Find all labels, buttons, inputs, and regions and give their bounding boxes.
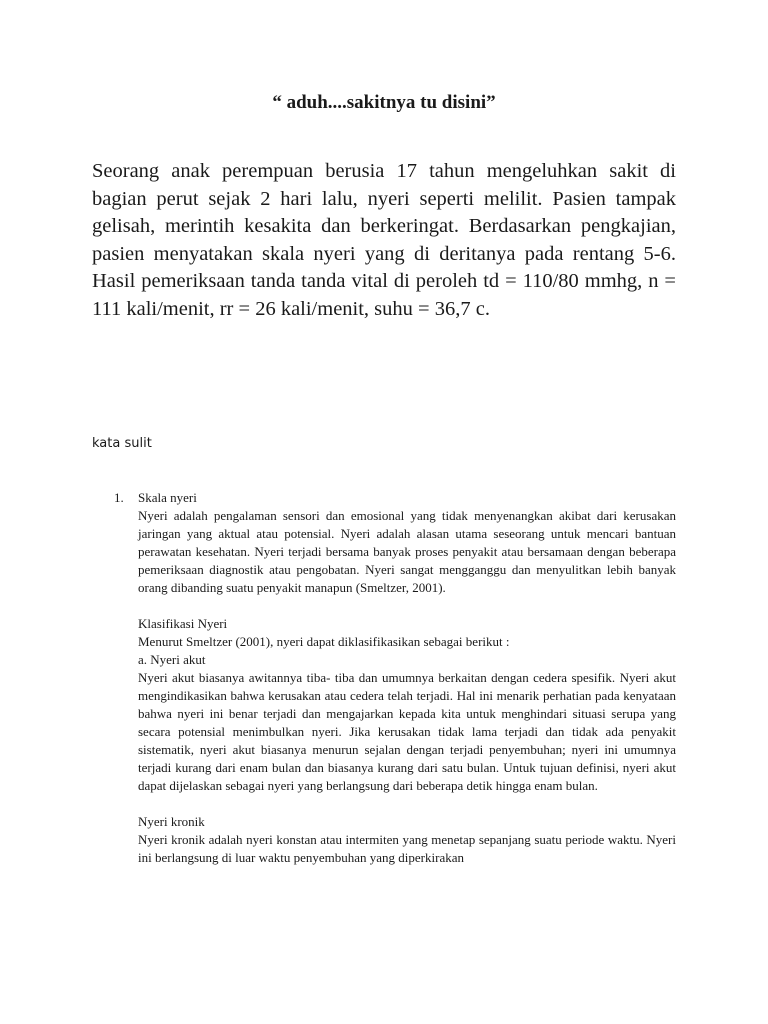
nyeri-kronik-heading: Nyeri kronik (138, 814, 205, 829)
spacer (138, 597, 676, 615)
nyeri-akut-heading: a. Nyeri akut (138, 652, 206, 667)
term-body (138, 489, 676, 867)
list-item-number: 1. (114, 490, 124, 505)
term-definition: Nyeri adalah pengalaman sensori dan emosional yang tidak menyenangkan akibat dari kerusakan jaringan yang aktual atau potensial. Nyeri adalah alasan utama seseorang untuk mencari bantuan perawatan kesehatan. Nyeri terjadi bersama banyak proses penyakit atau bersamaan dengan beberapa pemeriksaan diagnostik atau pengobatan. Nyeri sangat mengganggu dan menyulitkan lebih banyak orang dibanding suatu penyakit manapun (Smeltzer, 2001). (138, 508, 676, 595)
nyeri-kronik-text: Nyeri kronik adalah nyeri konstan atau intermiten yang menetap sepanjang suatu periode waktu. Nyeri ini berlangsung di luar waktu penyembuhan yang diperkirakan (138, 832, 676, 865)
spacer (138, 795, 676, 813)
difficult-terms-list (92, 489, 676, 867)
nyeri-akut-text: Nyeri akut biasanya awitannya tiba- tiba dan umumnya berkaitan dengan cedera spesifik. Nyeri akut mengindikasikan bahwa kerusakan atau cedera telah terjadi. Hal ini menarik perhatian pada kenyataan bahwa nyeri ini benar terjadi dan mengajarkan kepada kita untuk menghindari situasi serupa yang secara potensial menimbulkan nyeri. Jika kerusakan tidak lama terjadi dan tidak ada penyakit sistematik, nyeri akut biasanya menurun sejalan dengan terjadi penyembuhan; nyeri ini umumnya terjadi kurang dari enam bulan dan biasanya kurang dari satu bulan. Untuk tujuan definisi, nyeri akut dapat dijelaskan sebagai nyeri yang berlangsung dari beberapa detik hingga enam bulan. (138, 670, 676, 793)
klasifikasi-heading: Klasifikasi Nyeri (138, 616, 228, 631)
case-scenario-paragraph: Seorang anak perempuan berusia 17 tahun mengeluhkan sakit di bagian perut sejak 2 hari lalu, nyeri seperti melilit. Pasien tampak gelisah, merintih kesakita dan berkeringat. Berdasarkan pengkajian, pasien menyatakan skala nyeri yang di deritanya pada rentang 5-6. Hasil pemeriksaan tanda tanda vital di peroleh td = 110/80 mmhg, n = 111 kali/menit, rr = 26 kali/menit, suhu = 36,7 c. (92, 160, 676, 320)
klasifikasi-intro: Menurut Smeltzer (2001), nyeri dapat diklasifikasikan sebagai berikut : (138, 634, 510, 649)
term-title: Skala nyeri (138, 490, 197, 505)
list-item (92, 489, 676, 867)
kata-sulit-label: kata sulit (92, 436, 152, 451)
document-title: “ aduh....sakitnya tu disini” (272, 92, 496, 113)
